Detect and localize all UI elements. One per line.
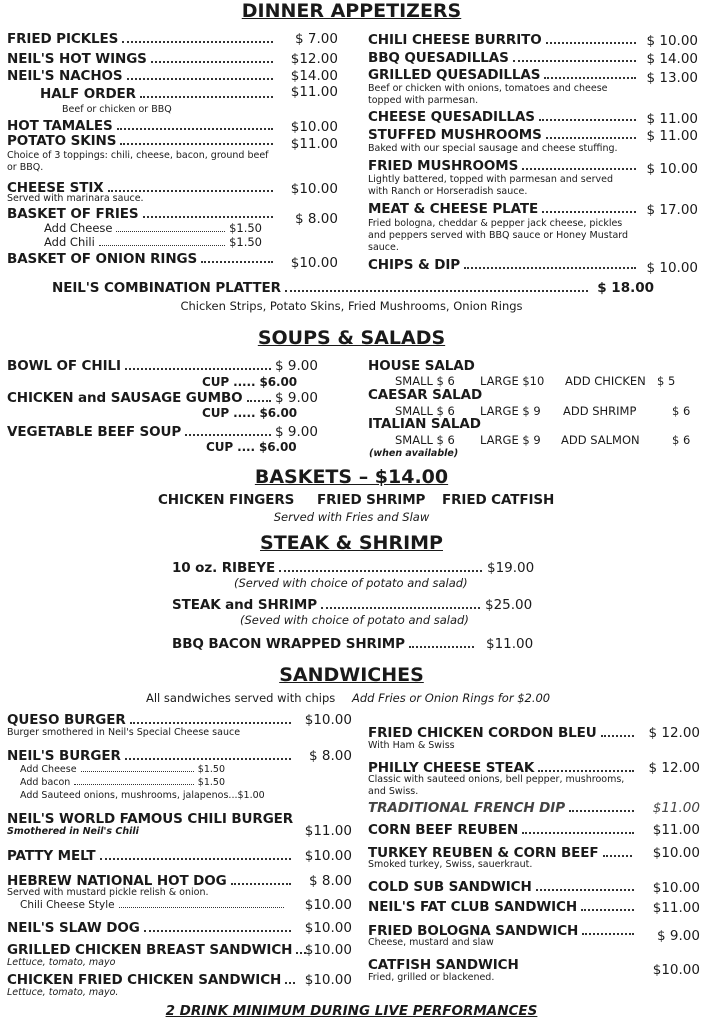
menu-item [40, 86, 277, 102]
item-price: $ 10.00 [646, 260, 698, 276]
menu-item [368, 957, 638, 973]
item-name: STUFFED MUSHROOMS [368, 127, 542, 143]
item-description: With Ham & Swiss [368, 740, 455, 751]
item-name: NEIL'S FAT CLUB SANDWICH [368, 899, 578, 915]
item-description: Chicken Strips, Potato Skins, Fried Mushrooms, Onion Rings [180, 299, 523, 313]
item-price: $ 12.00 [648, 760, 700, 776]
item-name: MEAT & CHEESE PLATE [368, 201, 539, 217]
item-price: $ 13.00 [646, 70, 698, 86]
item-name: CHICKEN and SAUSAGE GUMBO [7, 390, 243, 406]
salad-name: CAESAR SALAD [368, 387, 483, 403]
item-name: CHIPS & DIP [368, 257, 461, 273]
item-name: FRIED MUSHROOMS [368, 158, 519, 174]
item-price: $ 8.00 [309, 873, 352, 889]
addon-row [20, 777, 225, 789]
item-price: $10.00 [290, 119, 338, 135]
item-name: BASKET OF FRIES [7, 206, 139, 222]
menu-item [7, 133, 277, 149]
item-price: $10.00 [290, 255, 338, 271]
item-description: Fried bologna, cheddar & pepper jack cheese, pickles and peppers served with BBQ sauce or Honey Mustard sauce. [368, 218, 629, 253]
item-name: NEIL'S HOT WINGS [7, 51, 147, 67]
item-price: $ 11.00 [646, 111, 698, 127]
item-price: $19.00 [487, 560, 535, 576]
item-price: $ 17.00 [646, 202, 698, 218]
item-note: (Served with choice of potato and salad) [234, 576, 468, 590]
item-price: $10.00 [304, 712, 352, 728]
item-name: TRADITIONAL FRENCH DIP [368, 800, 566, 816]
item-price: $10.00 [304, 897, 352, 913]
item-name: TURKEY REUBEN & CORN BEEF [368, 845, 599, 861]
item-price: $ 11.00 [646, 128, 698, 144]
item-name: CHEESE STIX [7, 180, 104, 196]
item-price: $ 14.00 [646, 51, 698, 67]
cup-price: CUP .... $6.00 [206, 440, 297, 454]
menu-item [368, 201, 640, 217]
menu-item [7, 251, 277, 267]
item-price: $10.00 [304, 942, 352, 958]
item-description: Smothered in Neil's Chili [7, 826, 139, 837]
menu-item [7, 68, 277, 84]
salad-add: ADD SALMON [561, 433, 640, 447]
item-description: Lettuce, tomato, mayo [7, 957, 116, 968]
menu-item [7, 848, 295, 864]
addon-row: Add Sauteed onions, mushrooms, jalapenos...$1.00 [20, 790, 265, 801]
item-price: $ 9.00 [275, 424, 318, 440]
addon-label: Add Cheese [20, 764, 77, 775]
menu-item [368, 725, 638, 741]
item-description: Classic with sauteed onions, bell pepper, mushrooms, and Swiss. [368, 774, 625, 797]
addon-label: Add Cheese [44, 221, 113, 235]
item-name: GRILLED CHICKEN BREAST SANDWICH [7, 942, 293, 958]
addon-price: $1.50 [197, 764, 225, 775]
salad-small: SMALL $ 6 [395, 433, 455, 447]
item-price: $11.00 [290, 84, 338, 100]
basket-item: CHICKEN FINGERS [158, 492, 295, 508]
menu-item [368, 127, 640, 143]
menu-item [172, 560, 486, 576]
item-price: $11.00 [304, 823, 352, 839]
menu-item [7, 390, 275, 406]
item-description: Baked with our special sausage and cheese stuffing. [368, 143, 618, 154]
item-price: $14.00 [290, 68, 338, 84]
salad-add-price: $ 6 [672, 433, 691, 447]
salad-add: ADD CHICKEN [565, 374, 646, 388]
item-name: NEIL'S SLAW DOG [7, 920, 140, 936]
item-name: 10 oz. RIBEYE [172, 560, 276, 576]
addon-row [20, 899, 288, 911]
item-name: FRIED BOLOGNA SANDWICH [368, 923, 579, 939]
item-description: Beef or chicken or BBQ [62, 104, 172, 115]
item-name: NEIL'S WORLD FAMOUS CHILI BURGER [7, 811, 294, 827]
item-price: $ 18.00 [597, 280, 654, 296]
item-name: PATTY MELT [7, 848, 96, 864]
salad-note: (when available) [369, 448, 459, 459]
item-description: Served with mustard pickle relish & onion. [7, 887, 209, 898]
salad-add: ADD SHRIMP [563, 404, 637, 418]
item-price: $ 12.00 [648, 725, 700, 741]
menu-item [368, 67, 640, 83]
steak-heading: STEAK & SHRIMP [260, 532, 443, 554]
item-price: $ 9.00 [275, 358, 318, 374]
basket-item: FRIED SHRIMP [317, 492, 426, 508]
sandwiches-note: All sandwiches served with chips [146, 691, 336, 705]
menu-item [368, 50, 640, 66]
cup-price: CUP ..... $6.00 [202, 375, 297, 389]
item-name: GRILLED QUESADILLAS [368, 67, 541, 83]
item-description: Lightly battered, topped with parmesan and served with Ranch or Horseradish sauce. [368, 174, 614, 197]
appetizers-heading: DINNER APPETIZERS [241, 0, 462, 22]
item-name: NEIL'S NACHOS [7, 68, 123, 84]
item-price: $ 10.00 [646, 33, 698, 49]
item-name: BASKET OF ONION RINGS [7, 251, 198, 267]
item-price: $ 8.00 [309, 748, 352, 764]
salad-add-price: $ 6 [672, 404, 691, 418]
item-price: $10.00 [290, 181, 338, 197]
item-name: BBQ QUESADILLAS [368, 50, 509, 66]
menu-item [52, 280, 592, 296]
salad-large: LARGE $10 [480, 374, 545, 388]
item-price: $11.00 [652, 900, 700, 916]
item-description: Beef or chicken with onions, tomatoes and cheese topped with parmesan. [368, 83, 608, 106]
menu-item [368, 158, 640, 174]
item-name: PHILLY CHEESE STEAK [368, 760, 535, 776]
item-name: HEBREW NATIONAL HOT DOG [7, 873, 227, 889]
salad-large: LARGE $ 9 [480, 404, 541, 418]
item-price: $ 9.00 [275, 390, 318, 406]
item-price: $11.00 [290, 136, 338, 152]
item-note: (Seved with choice of potato and salad) [240, 613, 469, 627]
item-name: CORN BEEF REUBEN [368, 822, 519, 838]
salad-small: SMALL $ 6 [395, 404, 455, 418]
item-price: $10.00 [652, 962, 700, 978]
item-name: POTATO SKINS [7, 133, 117, 149]
item-description: Fried, grilled or blackened. [368, 972, 495, 983]
menu-item [368, 800, 638, 816]
menu-item [7, 920, 295, 936]
item-price: $10.00 [304, 972, 352, 988]
menu-item [7, 712, 295, 728]
menu-item [368, 109, 640, 125]
item-price: $12.00 [290, 51, 338, 67]
addon-price: $1.50 [197, 777, 225, 788]
basket-item: FRIED CATFISH [442, 492, 555, 508]
menu-item [7, 118, 277, 134]
addon-label: Add bacon [20, 777, 71, 788]
addon-label: Chili Cheese Style [20, 899, 115, 911]
item-description: Smoked turkey, Swiss, sauerkraut. [368, 859, 533, 870]
salad-small: SMALL $ 6 [395, 374, 455, 388]
item-name: STEAK and SHRIMP [172, 597, 318, 613]
menu-item [368, 822, 638, 838]
menu-item [7, 811, 295, 827]
addon-row [44, 235, 262, 249]
addon-row [20, 764, 225, 776]
menu-item [7, 424, 275, 440]
item-price: $ 10.00 [646, 161, 698, 177]
menu-item [7, 51, 277, 67]
soups-heading: SOUPS & SALADS [257, 327, 446, 349]
baskets-heading: BASKETS – $14.00 [254, 466, 449, 488]
salad-name: ITALIAN SALAD [368, 416, 481, 432]
addon-price: $1.50 [229, 235, 262, 249]
salad-name: HOUSE SALAD [368, 358, 475, 374]
item-name: FRIED PICKLES [7, 31, 119, 47]
menu-item [368, 32, 640, 48]
menu-item [7, 748, 295, 764]
item-name: CHEESE QUESADILLAS [368, 109, 535, 125]
menu-item [368, 257, 640, 273]
addon-price: $1.50 [229, 221, 262, 235]
salad-add-price: $ 5 [657, 374, 676, 388]
item-name: HALF ORDER [40, 86, 136, 102]
menu-item [7, 972, 295, 988]
item-price: $25.00 [485, 597, 533, 613]
item-name: FRIED CHICKEN CORDON BLEU [368, 725, 597, 741]
item-description: Served with marinara sauce. [7, 193, 144, 204]
menu-item [368, 899, 638, 915]
item-description: Choice of 3 toppings: chili, cheese, bacon, ground beef or BBQ. [7, 150, 269, 173]
item-name: BOWL OF CHILI [7, 358, 121, 374]
sandwiches-addon-note: Add Fries or Onion Rings for $2.00 [352, 691, 551, 705]
menu-item [368, 879, 638, 895]
addon-row [44, 221, 262, 235]
item-name: QUESO BURGER [7, 712, 126, 728]
item-price: $11.00 [652, 822, 700, 838]
item-name: NEIL'S BURGER [7, 748, 121, 764]
menu-item [7, 358, 275, 374]
item-price: $10.00 [304, 848, 352, 864]
item-description: Burger smothered in Neil's Special Cheese sauce [7, 727, 241, 738]
menu-item [7, 942, 295, 958]
item-name: BBQ BACON WRAPPED SHRIMP [172, 636, 405, 652]
item-name: CHILI CHEESE BURRITO [368, 32, 542, 48]
item-price: $ 7.00 [295, 31, 338, 47]
baskets-note: Served with Fries and Slaw [273, 510, 430, 524]
item-price: $ 8.00 [295, 211, 338, 227]
sandwiches-heading: SANDWICHES [279, 664, 424, 686]
item-price: $10.00 [652, 880, 700, 896]
menu-item [172, 636, 478, 652]
item-price: $11.00 [652, 800, 700, 816]
cup-price: CUP ..... $6.00 [202, 406, 297, 420]
footer-notice: 2 DRINK MINIMUM DURING LIVE PERFORMANCES [165, 1003, 538, 1019]
menu-item [7, 206, 277, 222]
item-name: CATFISH SANDWICH [368, 957, 519, 973]
item-price: $10.00 [304, 920, 352, 936]
item-price: $11.00 [486, 636, 534, 652]
item-description: Cheese, mustard and slaw [368, 937, 494, 948]
item-name: NEIL'S COMBINATION PLATTER [52, 280, 281, 296]
item-price: $10.00 [652, 845, 700, 861]
item-name: CHICKEN FRIED CHICKEN SANDWICH [7, 972, 282, 988]
item-description: Lettuce, tomato, mayo. [7, 987, 119, 998]
salad-large: LARGE $ 9 [480, 433, 541, 447]
item-name: COLD SUB SANDWICH [368, 879, 532, 895]
addon-label: Add Chili [44, 235, 95, 249]
item-name: VEGETABLE BEEF SOUP [7, 424, 182, 440]
item-name: HOT TAMALES [7, 118, 113, 134]
item-price: $ 9.00 [657, 928, 700, 944]
menu-item [172, 597, 484, 613]
menu-item [7, 31, 277, 47]
